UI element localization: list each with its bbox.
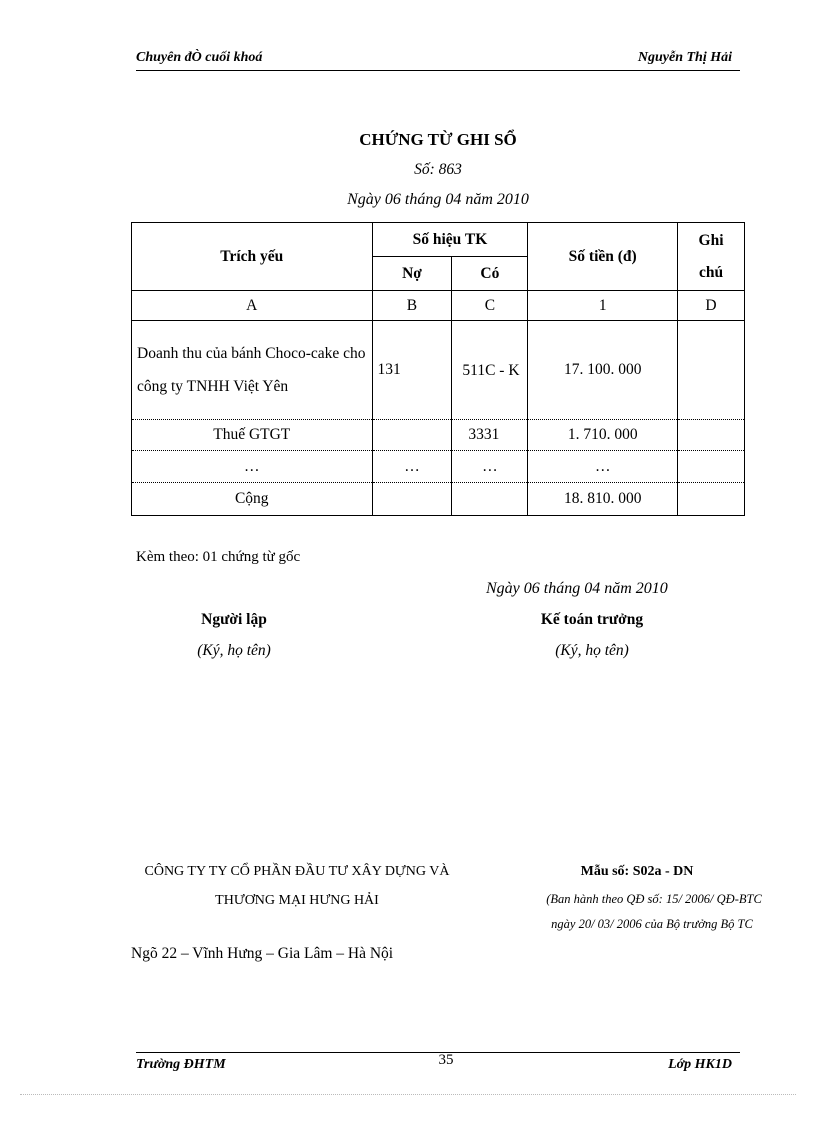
table-row	[132, 451, 745, 483]
code-row	[132, 291, 745, 321]
voucher-number: Số: 863	[414, 161, 462, 178]
table-row	[132, 420, 745, 451]
row-summary: …	[132, 451, 373, 483]
header-left: Chuyên đÒ cuối khoá	[136, 50, 263, 65]
code-1: 1	[528, 291, 678, 321]
code-d: D	[678, 291, 745, 321]
header-note-line1: Ghi	[698, 231, 724, 249]
row-debit: 131	[372, 321, 452, 420]
chief-accountant-title: Kế toán trưởng	[540, 611, 644, 628]
row-amount: 17. 100. 000	[528, 321, 678, 420]
preparer-note: (Ký, họ tên)	[197, 642, 271, 659]
total-debit	[372, 483, 452, 516]
table-row	[132, 321, 745, 420]
attachment-note: Kèm theo: 01 chứng từ gốc	[136, 549, 301, 565]
row-summary: Doanh thu của bánh Choco-cake cho công ty TNHH Việt Yên	[132, 321, 373, 420]
chief-accountant-note: (Ký, họ tên)	[555, 642, 629, 659]
form-code: Mẫu số: S02a - DN	[580, 864, 694, 879]
header-note-line2: chú	[698, 263, 724, 281]
header-amount: Số tiền (đ)	[528, 223, 678, 291]
form-issued-line1: (Ban hành theo QĐ số: 15/ 2006/ QĐ-BTC	[546, 892, 762, 906]
company-name-line2: THƯƠNG MẠI HƯNG HẢI	[215, 893, 379, 908]
sign-date: Ngày 06 tháng 04 năm 2010	[486, 580, 668, 597]
code-b: B	[372, 291, 452, 321]
row-amount: …	[528, 451, 678, 483]
voucher-date: Ngày 06 tháng 04 năm 2010	[347, 191, 529, 208]
code-a: A	[132, 291, 373, 321]
row-note	[678, 420, 745, 451]
page-number: 35	[438, 1052, 454, 1068]
header-debit: Nợ	[372, 257, 452, 291]
preparer-title: Người lập	[201, 611, 267, 628]
header-summary: Trích yếu	[132, 223, 373, 291]
row-note	[678, 451, 745, 483]
row-note	[678, 321, 745, 420]
total-label: Cộng	[132, 483, 373, 516]
row-credit: 511C - K	[452, 321, 528, 420]
table-total-row	[132, 483, 745, 516]
footer-left: Trường ĐHTM	[136, 1057, 226, 1072]
row-credit: …	[452, 451, 528, 483]
total-credit	[452, 483, 528, 516]
header-credit: Có	[452, 257, 528, 291]
footer-right: Lớp HK1D	[668, 1057, 732, 1072]
total-note	[678, 483, 745, 516]
row-credit: 3331	[452, 420, 528, 451]
row-debit	[372, 420, 452, 451]
voucher-title: CHỨNG TỪ GHI SỔ	[359, 130, 517, 149]
header-rule	[136, 70, 740, 71]
voucher-table	[131, 222, 745, 516]
form-issued-line2: ngày 20/ 03/ 2006 của Bộ trưởng Bộ TC	[551, 917, 753, 931]
header-account: Số hiệu TK	[372, 223, 528, 257]
header-note	[678, 223, 745, 291]
row-amount: 1. 710. 000	[528, 420, 678, 451]
company-name-line1: CÔNG TY TY CỔ PHẦN ĐẦU TƯ XÂY DỰNG VÀ	[144, 864, 450, 879]
row-debit: …	[372, 451, 452, 483]
code-c: C	[452, 291, 528, 321]
row-summary: Thuế GTGT	[132, 420, 373, 451]
header-right: Nguyễn Thị Hải	[637, 50, 732, 65]
page-edge-divider	[20, 1094, 796, 1095]
total-amount: 18. 810. 000	[528, 483, 678, 516]
company-address: Ngõ 22 – Vĩnh Hưng – Gia Lâm – Hà Nội	[131, 945, 394, 962]
table-header-row	[132, 223, 745, 257]
